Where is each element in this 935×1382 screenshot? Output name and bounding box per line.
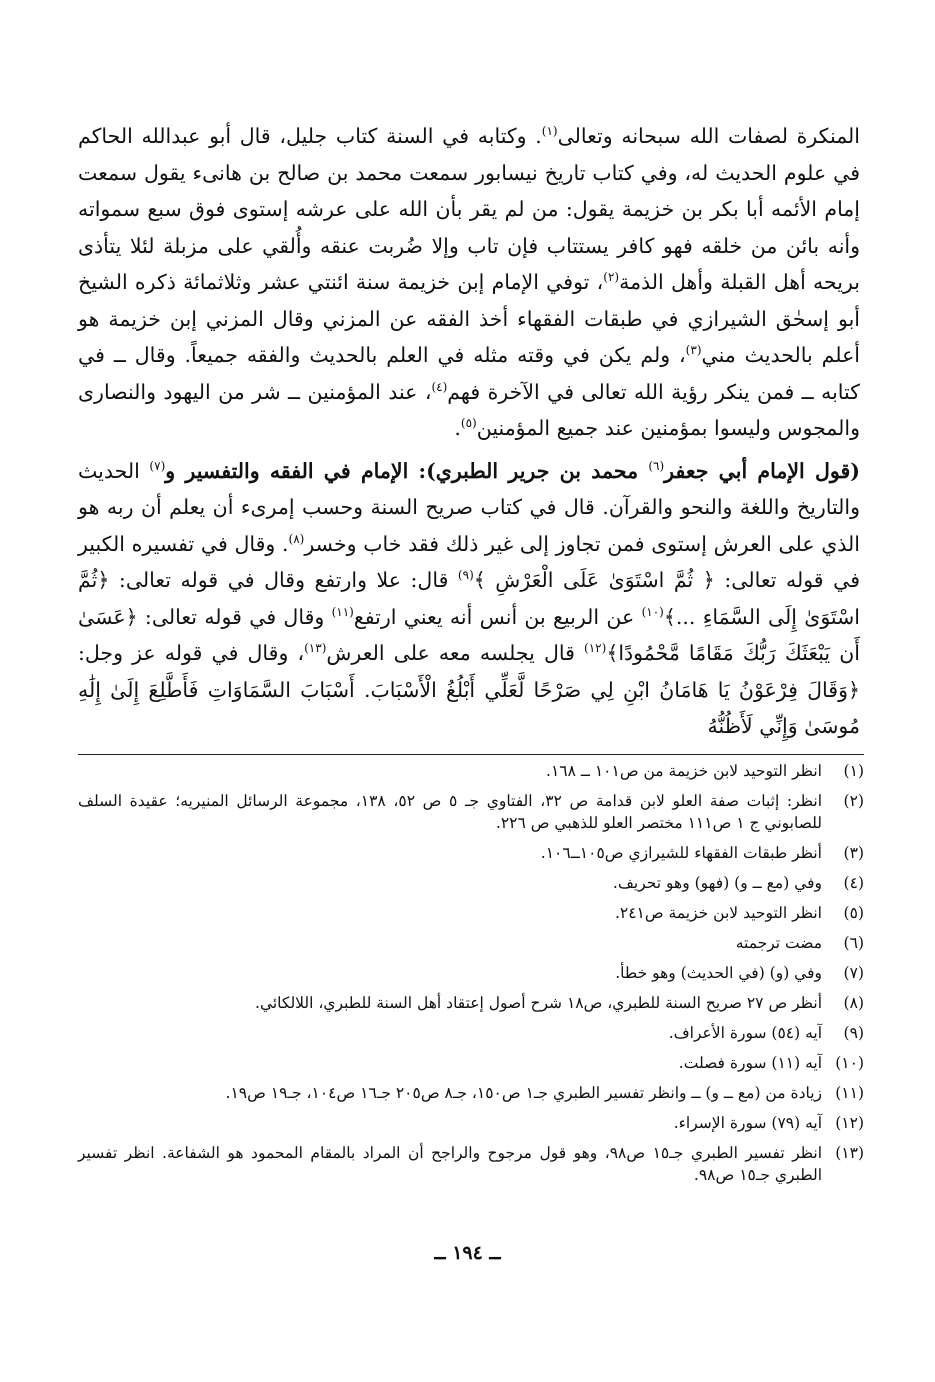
footnote-number: (١١) [835,1084,864,1102]
paragraph-al-tabari [78,453,860,745]
footnote-number: (١) [843,762,864,780]
text-run: وقال في قوله تعالى: [137,604,332,629]
footnote-number: (٨) [843,994,864,1012]
footnote-number: (١٠) [835,1054,864,1072]
footnote-item [78,1082,864,1104]
footnote-text: مضت ترجمته [735,934,822,952]
footnote-ref[interactable]: (١٠) [641,604,664,619]
footnote-item [78,872,864,894]
text-run: . وقال في تفسيره الكبير في قوله تعالى: [78,531,861,592]
footnote-item [78,1142,864,1186]
footnote-ref[interactable]: (١) [541,124,558,139]
footnote-ref[interactable]: (٥) [460,416,477,431]
footnote-number: (٢) [843,792,864,810]
footnote-text: آيه (٥٤) سورة الأعراف. [668,1024,822,1042]
footnote-item [78,760,864,782]
footnote-ref[interactable]: (٦) [648,458,665,473]
footnote-item [78,962,864,984]
footnote-divider [78,754,864,755]
footnote-ref[interactable]: (٨) [288,531,305,546]
footnote-item [78,1022,864,1044]
footnote-item [78,842,864,864]
text-run: ، توفي الإمام إبن خزيمة سنة ائنتي عشر وثلاثمائة ذكره الشيخ أبو إسحٰق الشيرازي في طبقات الفقهاء أخذ الفقه عن المزني وقال المزني إبن خزيمة هو أعلم بالحديث مني [78,270,860,367]
footnote-item [78,1052,864,1074]
footnote-item [78,1112,864,1134]
footnote-item [78,992,864,1014]
footnote-number: (٧) [843,964,864,982]
footnote-number: (٤) [843,874,864,892]
footnote-text: أنظر ص ٢٧ صريح السنة للطبري، ص١٨ شرح أصول إعتقاد أهل السنة للطبري، اللالكائي. [255,994,822,1012]
footnote-ref[interactable]: (٤) [431,379,448,394]
footnote-ref[interactable]: (١٢) [584,641,607,656]
text-run: الحديث والتاريخ واللغة والنحو والقرآن. قال في كتاب صريح السنة وحسب إمرىء أن يعلم أن ربه هو الذي على العرش إستوى فمن تجاوز إلى غير ذلك فقد خاب وخسر [78,458,860,556]
footnotes-list [78,760,864,1194]
section-lead-2: محمد بن جرير الطبري): الإمام في الفقه والتفسير و [165,458,649,483]
text-run: . وكتابه في السنة كتاب جليل، قال أبو عبدالله الحاكم في علوم الحديث له، وفي كتاب تاريخ نيسابور سمعت محمد بن صالح بن هانىء يقول سمعت إمام الأئمه أبا بكر بن خزيمة يقول: من لم يقر بأن الله على عرشه إستوى فوق سبع سمواته وأنه بائن من خلقه فهو كافر يستتاب فإن تاب وإلا ضُربت عنقه وأُلقي على مزبلة لئلا يتأذى بريحه أهل القبلة وأهل الذمة [78,124,860,294]
text-run: ، عند المؤمنين ــ شر من اليهود والنصارى والمجوس وليسوا بمؤمنين عند جميع المؤمنين [78,379,860,440]
footnote-text: انظر التوحيد لابن خزيمة من ص١٠١ ــ ١٦٨. [546,762,822,780]
footnote-ref[interactable]: (٩) [457,568,474,583]
quran-verse: ﴿ ثُمَّ اسْتَوَىٰ عَلَى الْعَرْشِ ﴾ [473,568,715,592]
paragraph-ibn-khuzaymah [78,118,860,447]
footnote-ref[interactable]: (٣) [685,343,702,358]
footnote-number: (١٢) [835,1114,864,1132]
footnote-text: وفي (و) (في الحديث) وهو خطأ. [615,964,822,982]
footnote-text: انظر تفسير الطبري جـ١٥ ص٩٨، وهو قول مرجوح والراجح أن المراد بالمقام المحمود هو الشفاعة. انظر تفسير الطبري جـ١٥ ص٩٨. [78,1144,822,1184]
text-run: قال: علا وارتفع وقال في قوله تعالى: [109,568,458,592]
footnote-ref[interactable]: (٧) [149,458,166,473]
footnote-number: (٩) [843,1024,864,1042]
footnote-item [78,790,864,834]
quran-verse: ﴿عَسَىٰ أَن يَبْعَثَكَ رَبُّكَ مَقَامًا مَّحْمُودًا﴾ [78,604,860,665]
footnote-text: آيه (٧٩) سورة الإسراء. [673,1114,822,1132]
quran-verse: ﴿ثُمَّ اسْتَوَىٰ إِلَى السَّمَاءِ ...﴾ [78,568,860,629]
footnote-item [78,932,864,954]
text-run: عن الربيع بن أنس أنه يعني ارتفع [353,604,642,629]
footnote-text: انظر: إثبات صفة العلو لابن قدامة ص ٣٢، الفتاوي جـ ٥ ص ٥٢، ١٣٨، مجموعة الرسائل المنيريه؛ عقيدة السلف للصابوني ج ١ ص١١١ مختصر العلو للذهبي ص ٢٢٦. [78,792,823,832]
footnote-ref[interactable]: (٢) [603,270,620,285]
footnote-number: (٦) [843,934,864,952]
text-run: ، ولم يكن في وقته مثله في العلم بالحديث والفقه جميعاً. وقال ــ في كتابه ــ فمن ينكر رؤية الله تعالى في الآخرة فهم [78,343,860,404]
quran-verse: ﴿وَقَالَ فِرْعَوْنُ يَا هَامَانُ ابْنِ لِي صَرْحًا لَّعَلِّي أَبْلُغُ الْأَسْبَابَ. أَسْبَابَ السَّمَاوَاتِ فَأَطَّلِعَ إِلَىٰ إِلَٰهِ مُوسَىٰ وَإِنِّي لَأَظُنُّهُ [78,677,860,738]
text-run: قال يجلسه معه على العرش [326,641,585,665]
footnote-text: زيادة من (مع ــ و) ــ وانظر تفسير الطبري جـ١ ص١٥٠، جـ٨ ص٢٠٥ جـ١٦ ص١٠٤، جـ١٩ ص١٩. [225,1084,822,1102]
main-text [78,118,860,745]
text-run: . [454,416,461,440]
section-lead: (قول الإمام أبي جعفر [664,458,860,483]
footnote-ref[interactable]: (١٣) [304,641,327,656]
text-run: المنكرة لصفات الله سبحانه وتعالى [557,124,860,148]
footnote-text: أنظر طبقات الفقهاء للشيرازي ص١٠٥ــ١٠٦. [540,844,822,862]
footnote-number: (٥) [843,904,864,922]
footnote-item [78,902,864,924]
footnote-ref[interactable]: (١١) [331,604,354,619]
footnote-text: آيه (١١) سورة فصلت. [678,1054,822,1072]
footnote-text: انظر التوحيد لابن خزيمة ص٢٤١. [614,904,822,922]
footnote-number: (٣) [843,844,864,862]
footnote-number: (١٣) [835,1144,864,1162]
text-run: ، وقال في قوله عز وجل: [78,641,305,665]
page-number: ــ ١٩٤ ــ [434,1242,501,1264]
footnote-text: وفي (مع ــ و) (فهو) وهو تحريف. [612,874,822,892]
